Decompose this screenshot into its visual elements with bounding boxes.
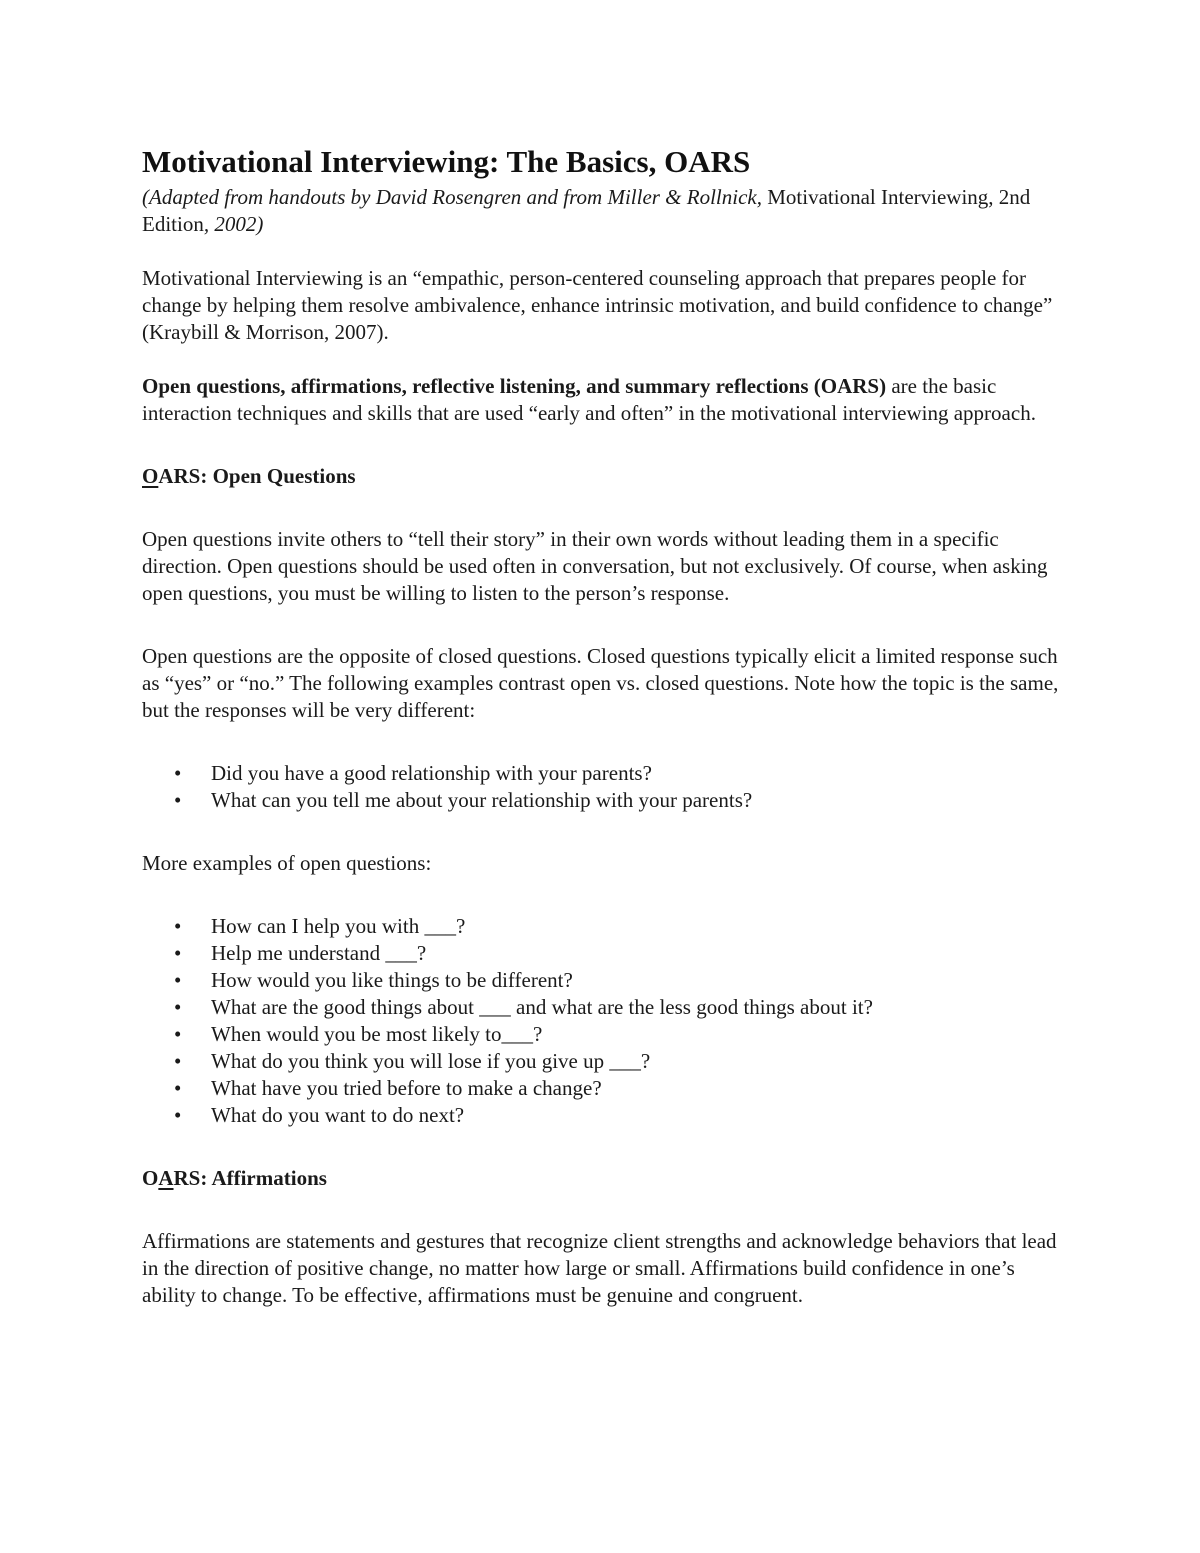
examples-list	[142, 913, 1072, 1129]
list-item: • What do you want to do next?	[142, 1102, 1072, 1129]
citation-italic-a: (Adapted from handouts by David Rosengren and from Miller & Rollnick,	[142, 185, 762, 209]
oars-definition-bold: Open questions, affirmations, reflective listening, and summary reflections (OARS)	[142, 374, 887, 398]
open-questions-paragraph-2: Open questions are the opposite of closed questions. Closed questions typically elicit a limited response such as “yes” or “no.” The following examples contrast open vs. closed questions. Note how the topic is the same, but the responses will be very different:	[142, 644, 1059, 722]
list-item: • What are the good things about ___ and what are the less good things about it?	[142, 994, 1072, 1021]
list-item: • How can I help you with ___?	[142, 913, 1072, 940]
section-heading-affirmations	[142, 1165, 1072, 1192]
contrast-list	[142, 760, 1072, 814]
heading-rest: RS: Affirmations	[173, 1166, 327, 1190]
affirmations-paragraph: Affirmations are statements and gestures that recognize client strengths and acknowledge behaviors that lead in the direction of positive change, no matter how large or small. Affirmations build confidence in one’s ability to change. To be effective, affirmations must be genuine and congruent.	[142, 1229, 1057, 1307]
list-item: • What have you tried before to make a change?	[142, 1075, 1072, 1102]
list-item: • Did you have a good relationship with your parents?	[142, 760, 1072, 787]
section-heading-open-questions	[142, 463, 1072, 490]
oars-definition-rest: are the basic interaction techniques and skills that are used “early and often” in the motivational interviewing approach.	[142, 374, 1036, 425]
heading-underlined-letter: O	[142, 464, 159, 488]
more-examples-label: More examples of open questions:	[142, 851, 432, 875]
list-item: • When would you be most likely to___?	[142, 1021, 1072, 1048]
heading-underlined-letter: A	[158, 1166, 174, 1190]
document-page	[142, 140, 1072, 1309]
list-item: • What can you tell me about your relationship with your parents?	[142, 787, 1072, 814]
citation-book: Motivational Interviewing, 2nd Edition	[142, 185, 1031, 236]
heading-rest: ARS: Open Questions	[158, 464, 356, 488]
intro-paragraph: Motivational Interviewing is an “empathic, person-centered counseling approach that prepares people for change by helping them resolve ambivalence, enhance intrinsic motivation, and build confidence to change” (Kraybill & Morrison, 2007).	[142, 266, 1053, 344]
heading-pre: O	[142, 1166, 159, 1190]
list-item: • Help me understand ___?	[142, 940, 1072, 967]
list-item: • What do you think you will lose if you give up ___?	[142, 1048, 1072, 1075]
page-title: Motivational Interviewing: The Basics, OARS	[142, 144, 751, 179]
citation-italic-b: , 2002)	[203, 212, 264, 236]
open-questions-paragraph-1: Open questions invite others to “tell their story” in their own words without leading them in a specific direction. Open questions should be used often in conversation, but not exclusively. Of course, when asking open questions, you must be willing to listen to the person’s response.	[142, 527, 1048, 605]
oars-definition	[142, 373, 1072, 427]
list-item: • How would you like things to be different?	[142, 967, 1072, 994]
source-citation	[142, 184, 1072, 238]
